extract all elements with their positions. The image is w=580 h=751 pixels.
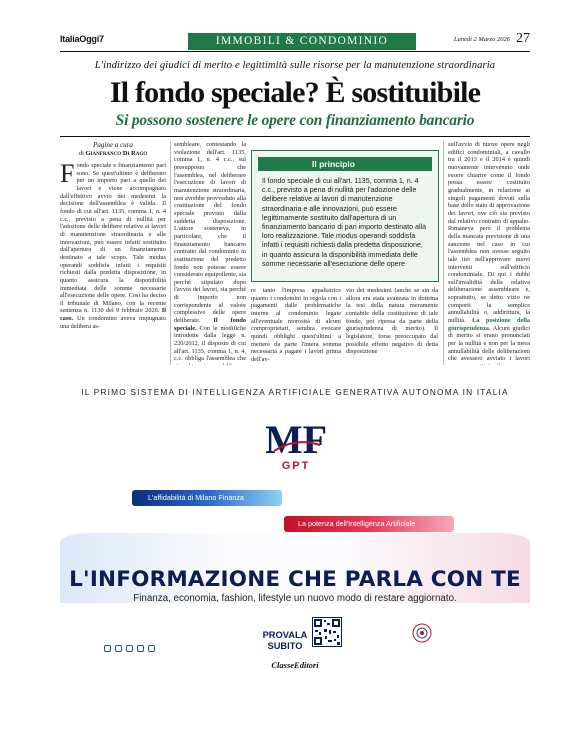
ad-headline: L'INFORMAZIONE CHE PARLA CON TE <box>69 567 521 592</box>
section-title: IMMOBILI & CONDOMINIO <box>188 33 416 50</box>
byline-label: Pagine a cura <box>93 141 133 149</box>
header-divider <box>60 51 530 52</box>
mf-gpt-logo <box>266 415 326 477</box>
byline-prefix: di <box>78 150 84 157</box>
ad-cta-line-1: PROVALA <box>262 630 308 640</box>
column-divider <box>443 141 444 365</box>
ad-feature-icons <box>104 637 184 647</box>
issue-date: Lunedì 2 Marzo 2026 <box>453 36 510 43</box>
article-column-5 <box>448 141 530 365</box>
settings-icon <box>137 645 144 652</box>
byline-author: Gianfranco Di Rago <box>85 150 148 157</box>
advertisement[interactable] <box>60 375 530 680</box>
logo-mf-text: MF <box>266 417 326 462</box>
column-divider <box>170 141 171 365</box>
column-4-text: vio dei medesimi (anche se sin da allora era stata avanzata in dottrina la tesi della natura meramente contabile della costituzione di tale fondo, poi ripresa da parte della giurisprudenza di merito). Il legislatore, forse preoccupato dal possibile effetto negativo di detta disposizione <box>346 287 438 356</box>
byline <box>60 150 166 157</box>
article-headline: Il fondo speciale? È sostituibile <box>109 76 481 109</box>
article-column-1 <box>60 162 166 365</box>
drop-cap: F <box>60 162 75 188</box>
article-column-2 <box>174 141 246 365</box>
ad-cta-line-2: SUBITO <box>267 640 303 651</box>
article-column-4 <box>346 287 438 365</box>
headline-divider <box>60 136 530 137</box>
logo-gpt-text: GPT <box>281 460 311 472</box>
page-header <box>60 33 530 51</box>
ad-cta[interactable] <box>255 630 315 651</box>
ad-top-line: IL PRIMO SISTEMA DI INTELLIGENZA ARTIFICIALE GENERATIVA AUTONOMA IN ITALIA <box>81 387 509 397</box>
column-3-text: re tanto l'impresa appaltatrice quanto i condomini in regola con i pagamenti dalle problematiche interne al condominio legate all'eventuale morosità di alcuni comproprietari, sembra evocare quindi obblighi quest'ultimi a mettere da parte l'intera somma necessaria a pagare i lavori prima dell'av- <box>251 287 341 363</box>
ad-pill-reliability: L'affidabilità di Milano Finanza <box>132 490 282 506</box>
article-kicker: L'indirizzo dei giudici di merito e legittimità sulle risorse per la manutenzione straordinaria <box>94 60 496 71</box>
run-in-title-caso: Il caso. <box>60 307 166 323</box>
principle-box <box>251 150 439 282</box>
document-icon <box>115 645 122 652</box>
red-emblem-icon <box>412 623 432 643</box>
column-5-text-2: Alcuni giudici di merito si erano pronunciati per la nullità e non per la mera annullabilità delle deliberazioni che avessero avviato i lavori <box>448 324 530 363</box>
run-in-title-giurisprudenza: La posizione della giurisprudenza. <box>448 317 530 332</box>
chat-icon <box>126 645 133 652</box>
column-1-text: ondo speciale e finanziamento pari sono. Se quest'ultimo è deliberato per un importo pari a quello dei lavori e viene accompagnato dall'effettivo avvio dei medesimi la decisione dell'assemblea è valida. Il fondo di cui all'art. 1135, comma 1, n. 4 c.c., previsto a pena di nullità per l'adozione delle delibere relative ai lavori di manutenzione straordinaria e alle innovazioni, può essere infatti sostituito dall'apertura di un finanziamento destinato a tale scopo. Tale modus operandi soddisfa infatti i requisiti richiesti dalla predetta disposizione, in quanto assicura la disponibilità immediata delle somme necessarie all'esecuzione delle opere. Così ha deciso il tribunale di Milano, con la recente sentenza n. 1130 del 9 febbraio 2026. <box>60 162 166 315</box>
article-subhead: Si possono sostenere le opere con finanziamento bancario <box>115 112 475 129</box>
qr-code-icon[interactable] <box>312 617 342 647</box>
column-1-text-2: Un condomino aveva impugnato una delibera as- <box>60 315 166 330</box>
ad-subline: Finanza, economia, fashion, lifestyle un nuovo modo di restare aggiornato. <box>133 593 457 604</box>
column-2-text: sembleare, contestando la violazione dell'art. 1135, comma 1, n. 4 c.c., sul presupposto che l'assemblea, nel deliberare l'esecuzione di lavori di manutenzione straordinaria, non avrebbe provveduto alla costituzione del fondo speciale previsto dalla suddetta disposizione. L'attore sosteneva, in particolare, che il finanziamento bancario contratto dal condominio in sostituzione del predetto fondo non potesse essere considerato equipollente, sia perché stipulato dopo l'avvio dei lavori, sia perché di importo non corrispondente al valore complessivo delle opere deliberate. <box>174 141 246 325</box>
article-column-3 <box>251 287 341 365</box>
classeditori-logo: ClasseEditori <box>271 660 319 670</box>
column-5-text: sull'avvio di nuove opere negli edifici condominiali, a cavallo tra il 2013 e il 2014 è quindi nuovamente intervenuto onde essere chiarire come il fondo possa essere costituito gradualmente, in relazione ai singoli pagamenti dovuti sulla base dello stato di approvazione dei lavori, ove ciò sia previsto dal relativo contratto di appalto. Rimaneva però il problema della mancata previsione di una sanzione nel caso in cui l'assemblea non avesse seguito tale iter nell'approvare nuovi interventi sull'edificio condominiale. Di qui i dubbi sull'invalidità della relativa deliberazione assembleare e, soprattutto, se detto vizio ne comporti la semplice annullabilità o, addirittura, la nullità. <box>448 141 530 325</box>
calendar-icon <box>104 645 111 652</box>
ad-pill-ai: La potenza dell'Intelligenza Artificiale <box>284 516 454 532</box>
run-in-title-fondo: Il fondo speciale. <box>174 317 246 332</box>
principle-box-title: Il principio <box>258 157 432 171</box>
page-number: 27 <box>516 31 530 46</box>
column-2-text-2: Con le modifiche introdotte dalla legge n. 220/2012, il disposto di cui all'art. 1135, comma 1, n. 4, c.c. obbliga l'assemblea che <box>174 324 246 363</box>
masthead: ItaliaOggi7 <box>60 34 104 44</box>
principle-box-text: Il fondo speciale di cui all'art. 1135, comma 1, n. 4 c.c., previsto a pena di nullità per l'adozione delle delibere relative ai lavori di manutenzione straordinaria e alle innovazioni, può essere legittimamente sostituito dall'apertura di un finanziamento bancario di pari importo destinato alla loro realizzazione. Tale modus operandi soddisfa infatti i requisiti richiesti dalla predetta disposizione, in quanto assicura la disponibilità immediata delle somme necessarie all'esecuzione delle opere <box>262 177 427 268</box>
chart-icon <box>148 645 155 652</box>
